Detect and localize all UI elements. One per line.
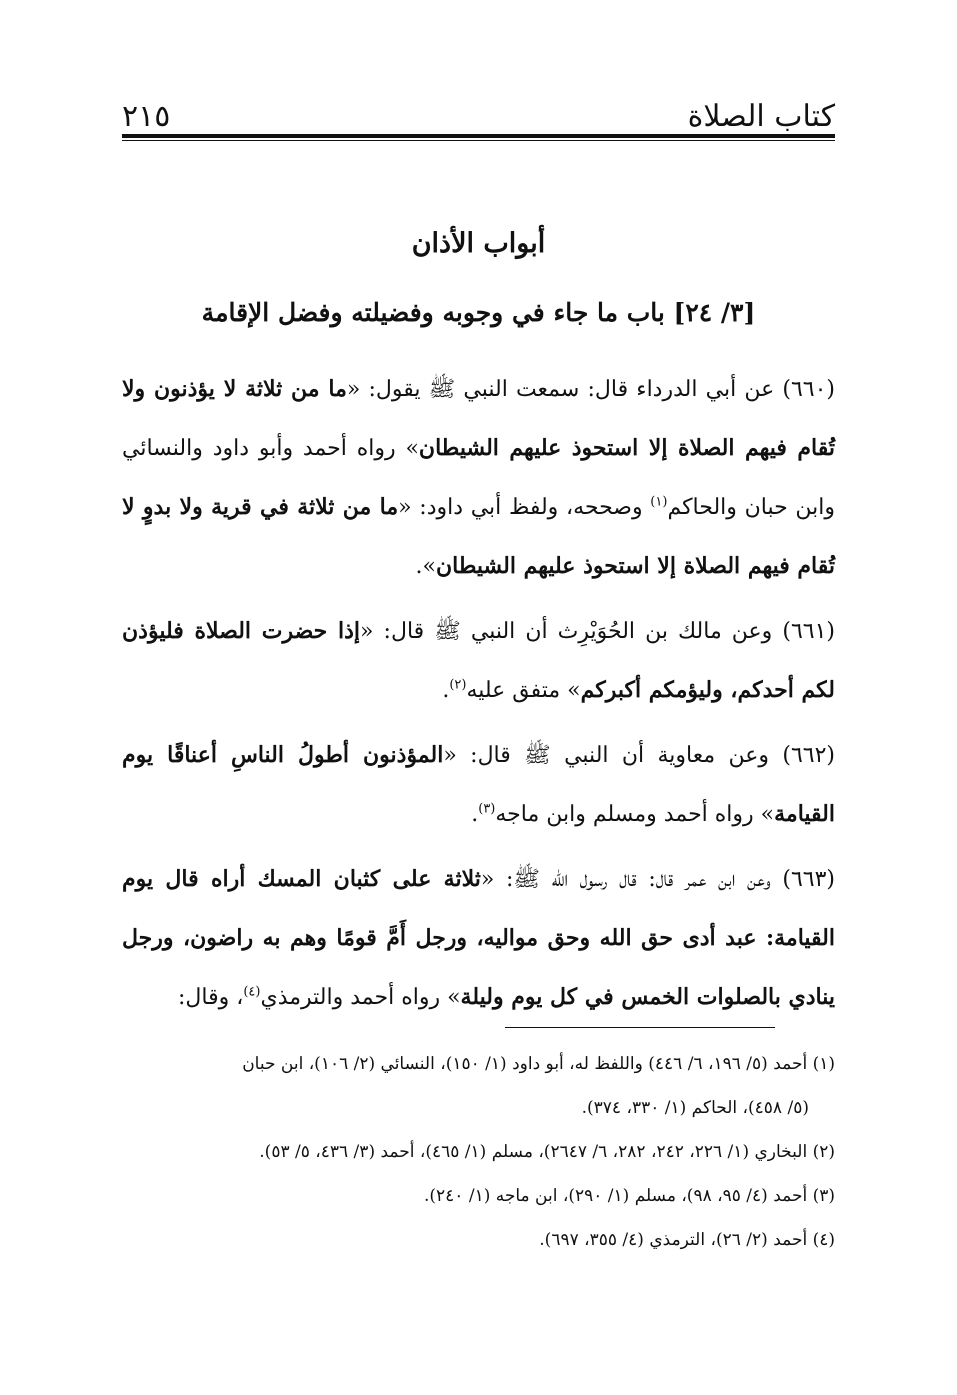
hadith-source: » رواه أحمد والترمذي <box>260 985 461 1010</box>
book-title: كتاب الصلاة <box>687 99 835 134</box>
chapter-title: أبواب الأذان <box>411 228 546 259</box>
footnote-1-continued: (٥/ ٤٥٨)، الحاكم (١/ ٣٣٠، ٣٧٤). <box>581 1098 809 1118</box>
section-title: [٣/ ٢٤] باب ما جاء في وجوبه وفضيلته وفضل الإقامة <box>201 298 756 327</box>
hadith-intro: (٦٦٠) عن أبي الدرداء قال: سمعت النبي ﷺ يقول: « <box>346 377 835 402</box>
footnote-3: (٣) أحمد (٤/ ٩٥، ٩٨)، مسلم (١/ ٢٩٠)، ابن ماجه (١/ ٢٤٠). <box>423 1186 835 1206</box>
hadith-663 <box>122 850 835 1027</box>
hadith-quote: ما من ثلاثة لا يؤذنون ولا تُقام فيهم الصلاة إلا استحوذ عليهم الشيطان <box>122 376 835 461</box>
hadith-source-cont: وصححه، ولفظ أبي داود: « <box>398 495 651 520</box>
footnote-separator <box>505 1027 775 1028</box>
footnote-4: (٤) أحمد (٢/ ٢٦)، الترمذي (٤/ ٣٥٥، ٦٩٧). <box>539 1230 835 1250</box>
hadith-end: . <box>442 678 450 703</box>
hadith-quote: ثلاثة على كثبان المسك أراه قال يوم القيامة: عبد أدى حق الله وحق مواليه، ورجل أَمَّ قومًا وهم به راضون، ورجل ينادي بالصلوات الخمس في كل يوم وليلة <box>122 866 835 1010</box>
hadith-661 <box>122 602 835 720</box>
hadith-source: » رواه أحمد ومسلم وابن ماجه <box>495 802 775 827</box>
hadith-quote: إذا حضرت الصلاة فليؤذن لكم أحدكم، وليؤمكم أكبركم <box>122 618 835 703</box>
footnotes <box>122 1042 835 1262</box>
hadith-source: » رواه أحمد وأبو داود والنسائي وابن حبان والحاكم <box>122 436 835 520</box>
hadith-intro: (٦٦٢) وعن معاوية أن النبي ﷺ قال: « <box>443 743 835 768</box>
footnote-ref: (٢) <box>449 677 467 693</box>
footnote-1: (١) أحمد (٥/ ١٩٦، ٦/ ٤٤٦) واللفظ له، أبو داود (١/ ١٥٠)، النسائي (٢/ ١٠٦)، ابن حبان <box>242 1054 835 1074</box>
footnote-ref: (٤) <box>243 984 261 1000</box>
hadith-intro: (٦٦١) وعن مالك بن الحُوَيْرِث أن النبي ﷺ قال: « <box>360 619 835 644</box>
running-header <box>122 84 835 134</box>
footnote-ref: (١) <box>650 494 668 510</box>
page-number: ٢١٥ <box>122 99 171 134</box>
hadith-intro: (٦٦٣) وعن ابن عمر قال: قال رسول الله ﷺ: « <box>480 867 835 892</box>
hadith-end: ». <box>415 554 436 579</box>
hadith-660 <box>122 360 835 596</box>
footnote-2: (٢) البخاري (١/ ٢٢٦، ٢٤٢، ٢٨٢، ٦/ ٢٦٤٧)، مسلم (١/ ٤٦٥)، أحمد (٣/ ٤٣٦، ٥/ ٥٣). <box>259 1142 835 1162</box>
hadith-662 <box>122 726 835 844</box>
header-rule <box>122 134 835 141</box>
hadith-source: » متفق عليه <box>466 678 581 703</box>
body-text <box>122 360 835 1033</box>
hadith-quote-variant: ما من ثلاثة في قرية ولا بدوٍ لا تُقام فيهم الصلاة إلا استحوذ عليهم الشيطان <box>122 494 835 579</box>
hadith-end: ، وقال: <box>177 985 244 1010</box>
footnote-ref: (٣) <box>478 801 496 817</box>
hadith-end: . <box>471 802 479 827</box>
hadith-quote: المؤذنون أطولُ الناسِ أعناقًا يوم القيامة <box>122 742 835 827</box>
